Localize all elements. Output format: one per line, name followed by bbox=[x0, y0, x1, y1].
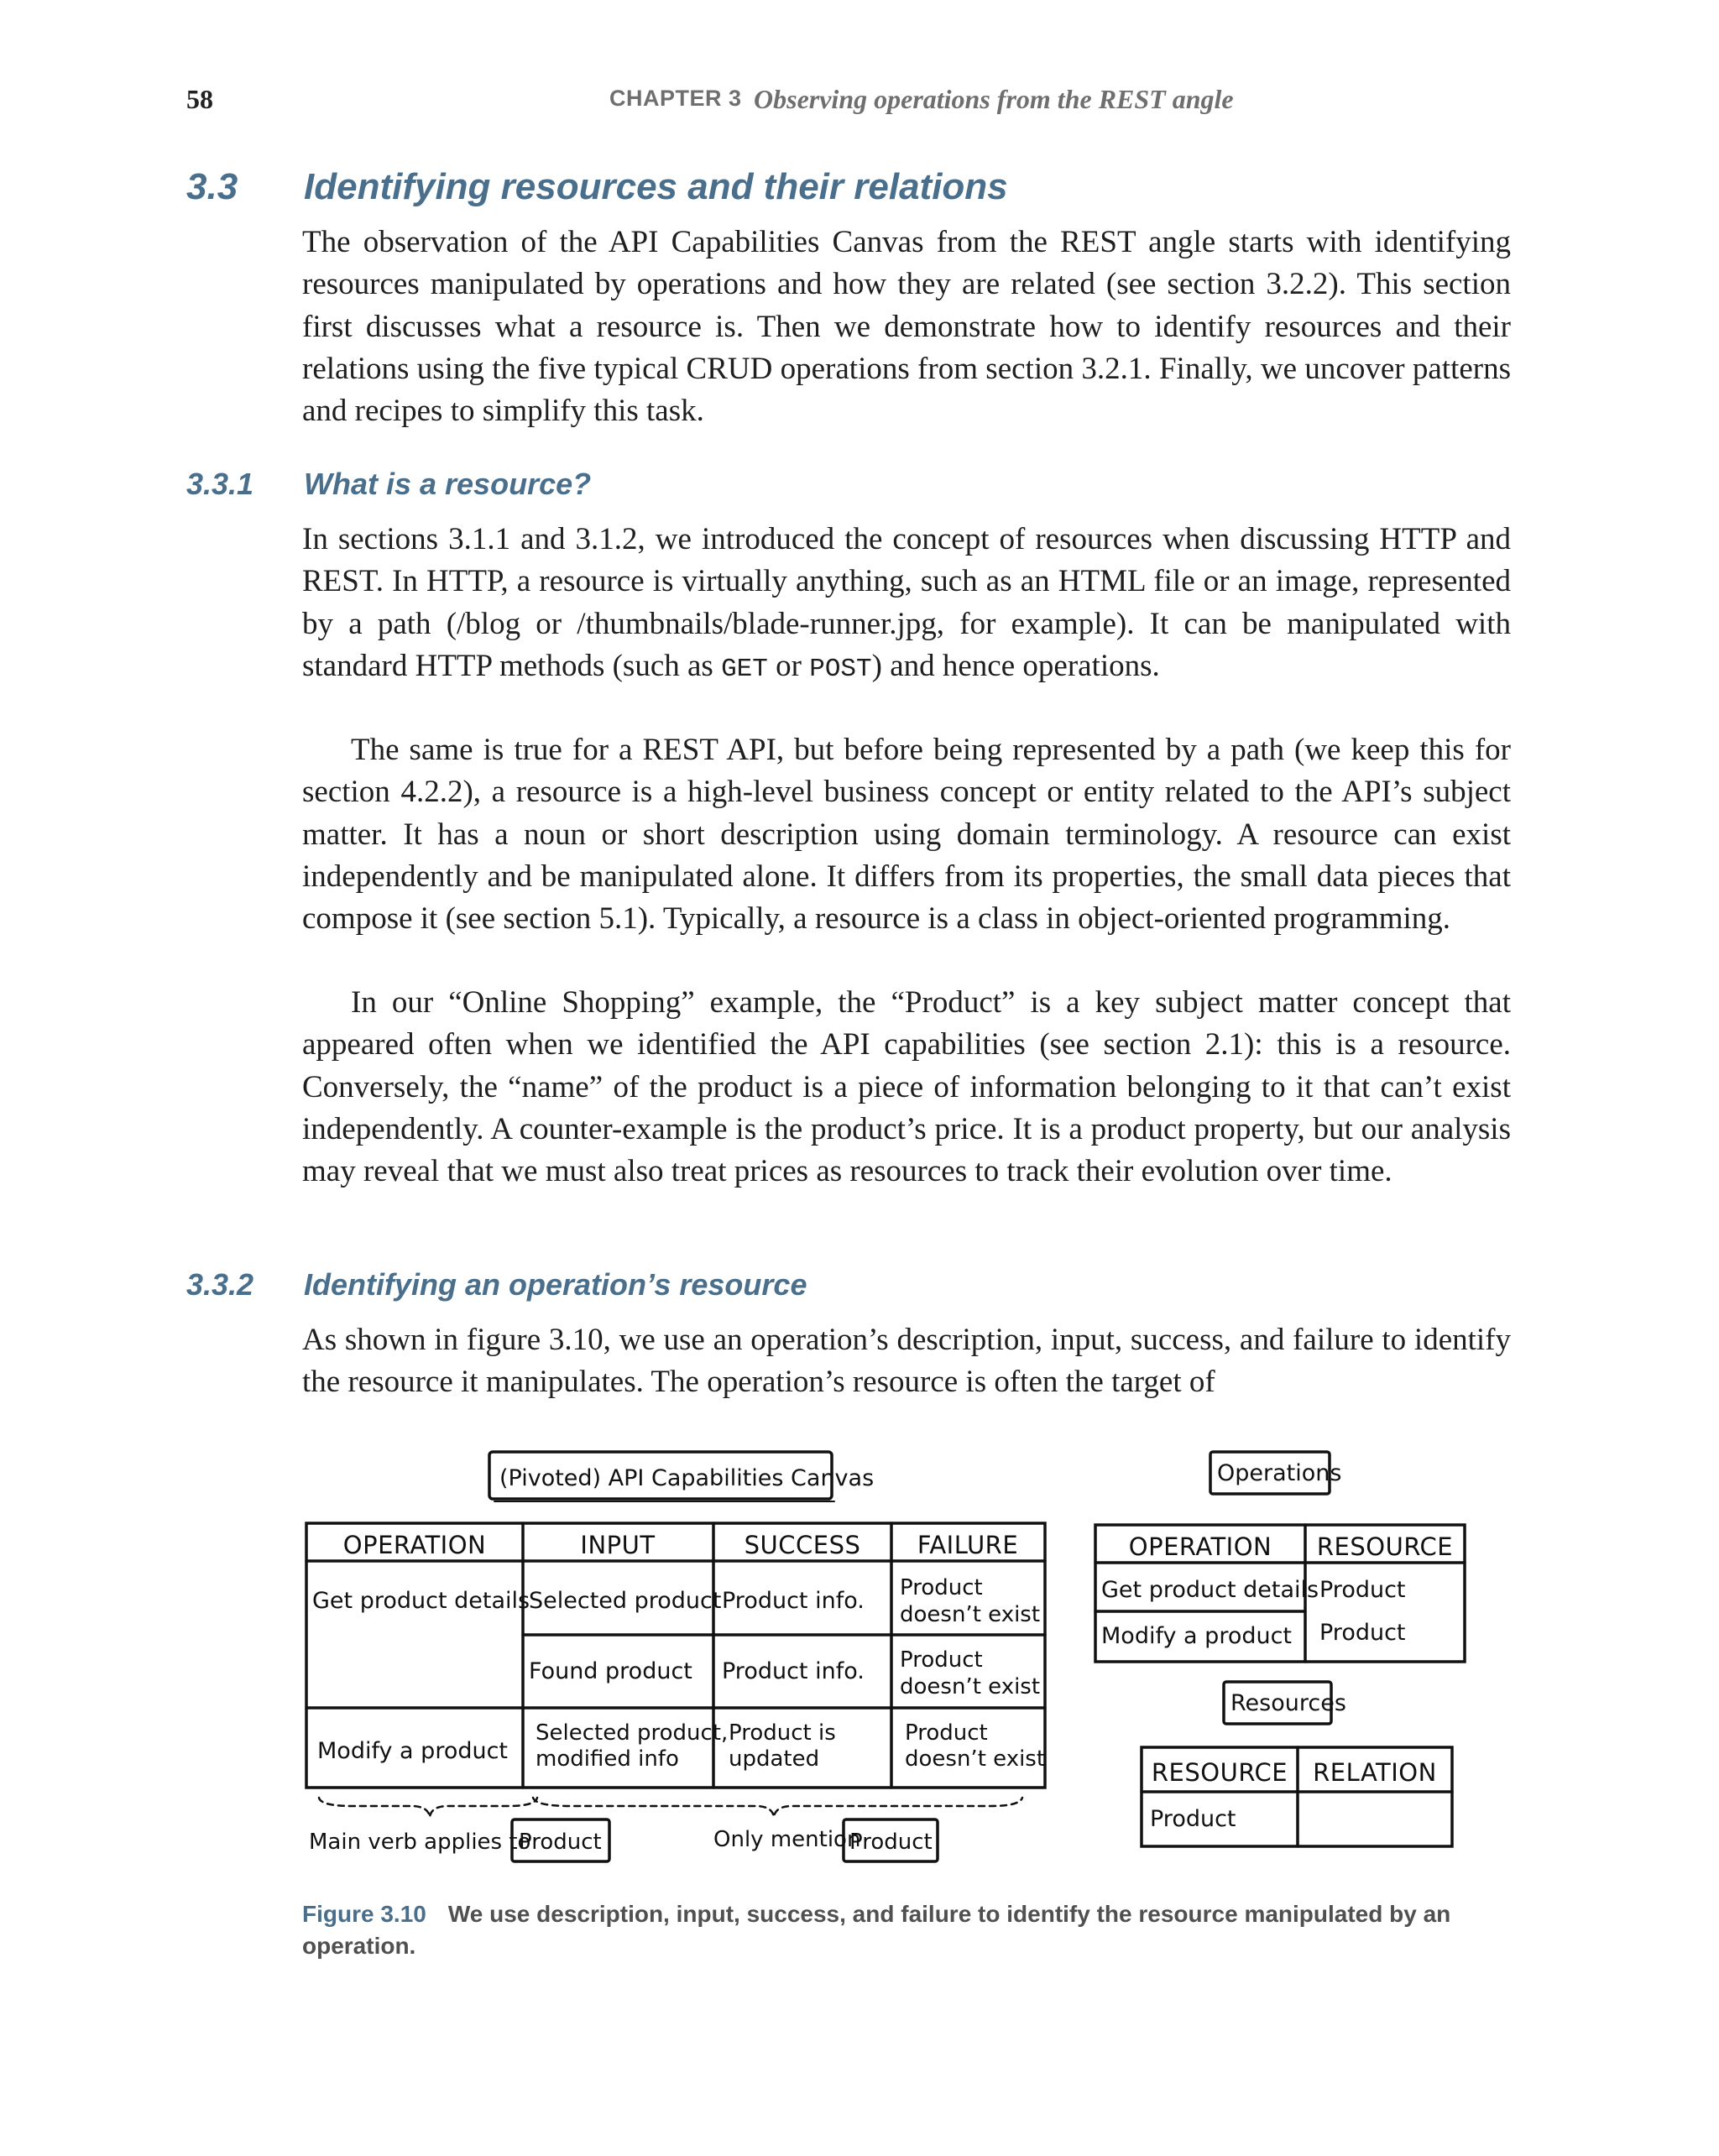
resources-header-resource: RESOURCE bbox=[1151, 1758, 1288, 1787]
cell-failure-line1: Product bbox=[900, 1575, 983, 1600]
note-tag-product: Product bbox=[849, 1830, 933, 1855]
paragraph-text: or bbox=[767, 648, 810, 683]
resources-header-relation: RELATION bbox=[1313, 1758, 1437, 1787]
note-main-verb: Main verb applies to bbox=[309, 1830, 531, 1855]
subsection-number: 3.3.1 bbox=[186, 467, 254, 501]
canvas-header-operation: OPERATION bbox=[342, 1531, 487, 1559]
figure-caption-text: We use description, input, success, and failure to identify the resource manipulated by an operation. bbox=[302, 1901, 1451, 1959]
resources-label: Resources bbox=[1230, 1690, 1346, 1716]
code-get: GET bbox=[721, 654, 768, 684]
cell-operation: Modify a product bbox=[317, 1738, 509, 1764]
cell-failure-line2: doesn’t exist bbox=[900, 1602, 1041, 1627]
code-post: POST bbox=[809, 654, 872, 684]
operations-cell-resource: Product bbox=[1319, 1577, 1406, 1603]
resources-cell-resource: Product bbox=[1150, 1806, 1236, 1832]
note-tag-product: Product bbox=[519, 1830, 602, 1855]
section-title: Identifying resources and their relations bbox=[304, 166, 1008, 207]
cell-failure-line1: Product bbox=[905, 1720, 988, 1746]
cell-success: Product info. bbox=[722, 1658, 865, 1684]
operations-label: Operations bbox=[1217, 1460, 1342, 1486]
paragraph-text: ) and hence operations. bbox=[871, 648, 1160, 683]
cell-input-line1: Selected product, bbox=[536, 1720, 729, 1746]
brace-left bbox=[319, 1798, 537, 1817]
paragraph-text: In sections 3.1.1 and 3.1.2, we introduced the concept of resources when discussing HTTP and REST. In HTTP, a resource is virtually anything, such as an HTML file or an image, represented by a path (/blog or /thumbnails/blade-runner.jpg, for example). It can be manipulated with standard HTTP methods (such as bbox=[302, 522, 1511, 683]
cell-failure-line2: doesn’t exist bbox=[900, 1674, 1041, 1699]
cell-input: Found product bbox=[529, 1658, 692, 1684]
cell-failure-line1: Product bbox=[900, 1647, 983, 1673]
paragraph-http-resources bbox=[302, 519, 1511, 691]
section-number: 3.3 bbox=[186, 166, 238, 207]
figure-caption bbox=[302, 1898, 1494, 1962]
canvas-label: (Pivoted) API Capabilities Canvas bbox=[499, 1465, 875, 1491]
operations-header-resource: RESOURCE bbox=[1316, 1532, 1454, 1561]
canvas-header-input: INPUT bbox=[580, 1531, 656, 1559]
brace-right bbox=[533, 1798, 1022, 1817]
running-header bbox=[0, 84, 1719, 117]
figure-3-10 bbox=[302, 1443, 1477, 1863]
figure-diagram bbox=[302, 1443, 1477, 1863]
paragraph-rest-resources: The same is true for a REST API, but before being represented by a path (we keep this for section 4.2.2), a resource is a high-level business concept or entity related to the API’s subject matter. It has a noun or short description using domain terminology. A resource can exist independently and be manipulated alone. It differs from its properties, the small data pieces that compose it (see section 5.1). Typically, a resource is a class in object-oriented programming. bbox=[302, 733, 1511, 937]
section-intro-paragraph: The observation of the API Capabilities Canvas from the REST angle starts with identifying resources manipulated by operations and how they are related (see section 3.2.2). This section first discusses what a resource is. Then we demonstrate how to identify resources and their relations using the five typical CRUD operations from section 3.2.1. Finally, we uncover patterns and recipes to simplify this task. bbox=[302, 225, 1511, 429]
chapter-label: CHAPTER 3 bbox=[609, 86, 742, 111]
operations-cell-operation: Get product details bbox=[1101, 1577, 1319, 1603]
paragraph-online-shopping: In our “Online Shopping” example, the “Product” is a key subject matter concept that appeared often when we identified the API capabilities (see section 2.1): this is a resource. Conversely, the “name” of the product is a piece of information belonging to it that can’t exist independently. A counter-example is the product’s price. It is a product property, but our analysis may reveal that we must also treat prices as resources to track their evolution over time. bbox=[302, 985, 1511, 1189]
cell-success-line1: Product is bbox=[729, 1720, 836, 1746]
subsection-title: Identifying an operation’s resource bbox=[304, 1267, 807, 1302]
canvas-header-success: SUCCESS bbox=[744, 1531, 861, 1559]
cell-failure-line2: doesn’t exist bbox=[905, 1746, 1046, 1772]
cell-operation: Get product details bbox=[312, 1588, 530, 1614]
operations-cell-operation: Modify a product bbox=[1101, 1623, 1293, 1649]
cell-input-line2: modified info bbox=[536, 1746, 679, 1772]
subsection-number: 3.3.2 bbox=[186, 1267, 254, 1302]
operations-cell-resource: Product bbox=[1319, 1620, 1406, 1646]
chapter-title: Observing operations from the REST angle bbox=[754, 84, 1234, 114]
paragraph-figure-intro: As shown in figure 3.10, we use an operation’s description, input, success, and failure to identify the resource it manipulates. The operation’s resource is often the target of bbox=[302, 1323, 1511, 1400]
canvas-header-failure: FAILURE bbox=[917, 1531, 1019, 1559]
subsection-title: What is a resource? bbox=[304, 467, 592, 501]
page-number: 58 bbox=[186, 84, 213, 114]
cell-success-line2: updated bbox=[729, 1746, 820, 1772]
figure-caption-label: Figure 3.10 bbox=[302, 1901, 426, 1927]
cell-input: Selected product bbox=[529, 1588, 722, 1614]
cell-success: Product info. bbox=[722, 1588, 865, 1614]
operations-header-operation: OPERATION bbox=[1128, 1532, 1272, 1561]
note-only-mention: Only mention bbox=[713, 1827, 861, 1852]
